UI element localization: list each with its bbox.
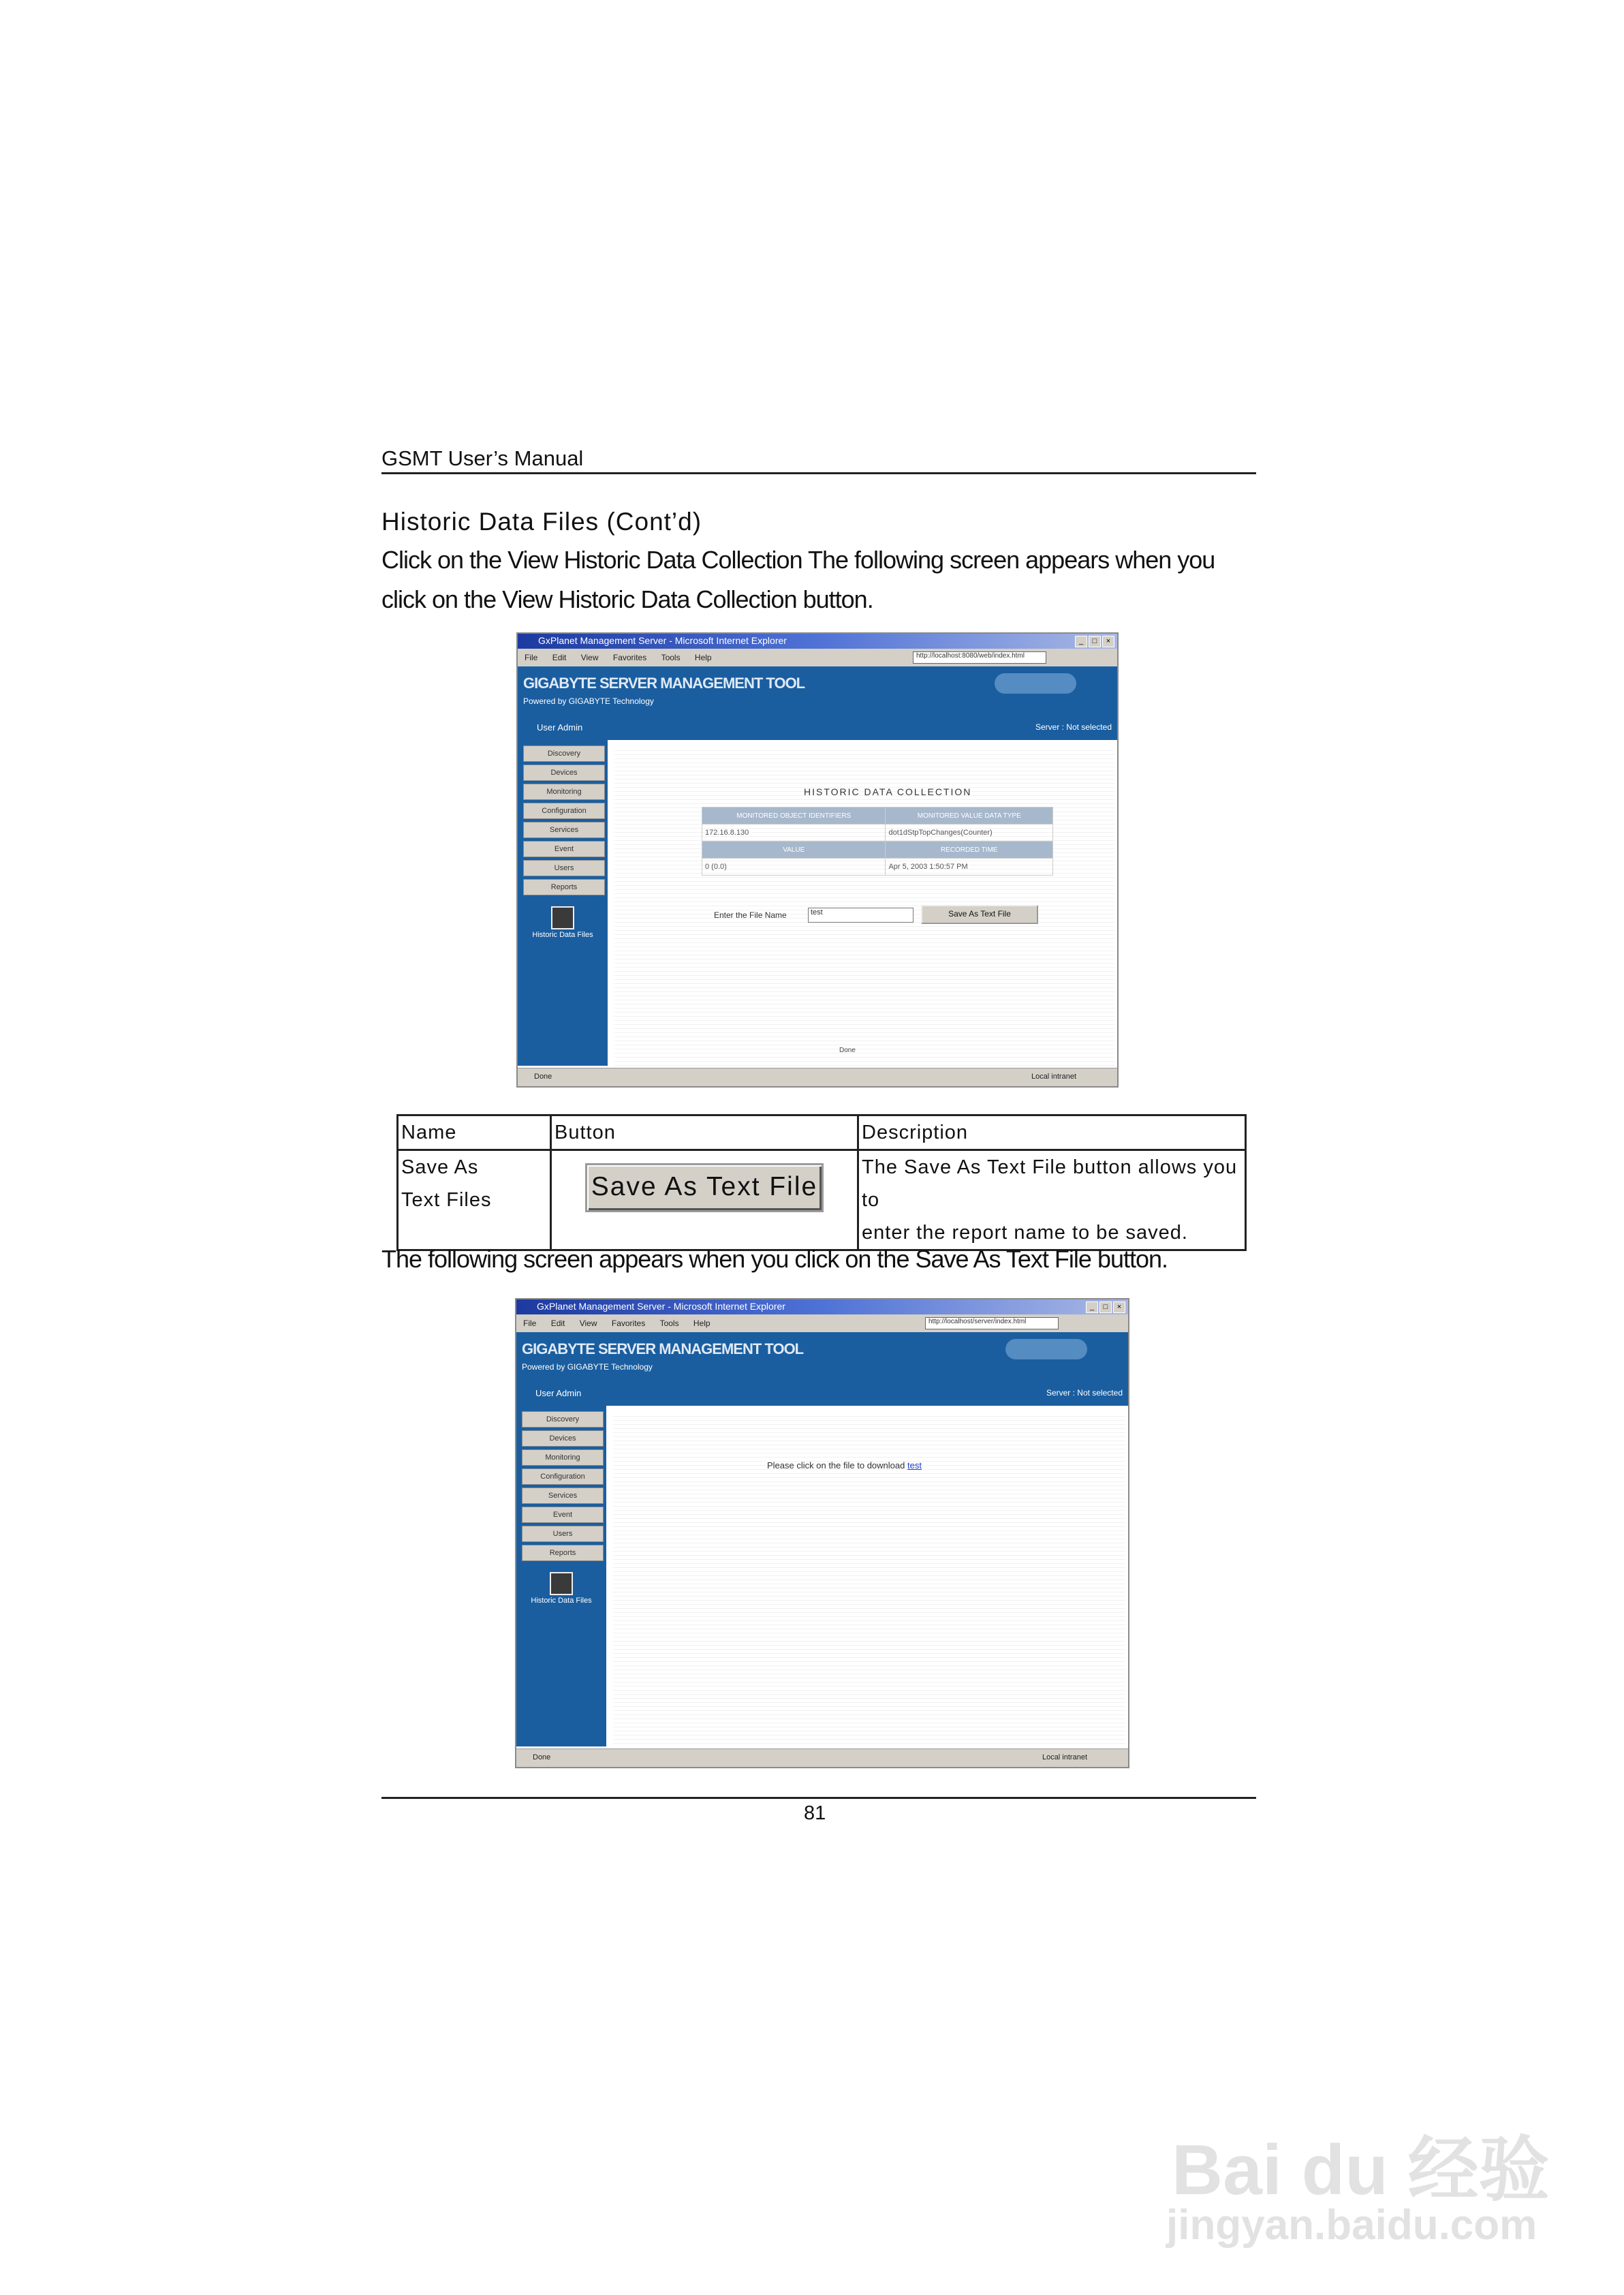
sidebar-item-reports[interactable]: Reports bbox=[523, 879, 605, 895]
sidebar-item-configuration[interactable]: Configuration bbox=[522, 1468, 604, 1485]
header-rule bbox=[381, 472, 1256, 474]
sidebar-item-discovery[interactable]: Discovery bbox=[523, 745, 605, 762]
name-cell bbox=[398, 1150, 551, 1250]
app-banner bbox=[518, 666, 1117, 740]
menu-help[interactable]: Help bbox=[693, 1319, 710, 1328]
sidebar bbox=[516, 1406, 606, 1746]
status-left: Done bbox=[534, 1073, 552, 1081]
menu-edit[interactable]: Edit bbox=[552, 653, 567, 662]
sidebar-item-discovery[interactable]: Discovery bbox=[522, 1411, 604, 1428]
data-table bbox=[702, 807, 1053, 876]
app-banner bbox=[516, 1332, 1128, 1406]
maximize-icon[interactable]: □ bbox=[1089, 636, 1101, 647]
sidebar-item-monitoring[interactable]: Monitoring bbox=[522, 1449, 604, 1466]
menu-tools[interactable]: Tools bbox=[661, 653, 681, 662]
table-cell: 0 (0.0) bbox=[702, 859, 886, 876]
window-title: GxPlanet Management Server - Microsoft Internet Explorer bbox=[537, 1301, 785, 1312]
window-title: GxPlanet Management Server - Microsoft Internet Explorer bbox=[538, 635, 787, 646]
download-message bbox=[767, 1460, 922, 1470]
content-area bbox=[613, 1413, 1125, 1746]
banner-subtitle: Powered by GIGABYTE Technology bbox=[523, 696, 654, 706]
section-title: Historic Data Files (Cont’d) bbox=[381, 508, 702, 536]
menu-favorites[interactable]: Favorites bbox=[611, 1319, 646, 1328]
sidebar bbox=[518, 740, 608, 1066]
download-link[interactable]: test bbox=[907, 1460, 922, 1470]
sidebar-caption: Historic Data Files bbox=[532, 931, 593, 939]
table-cell: 172.16.8.130 bbox=[702, 825, 886, 842]
user-label: User Admin bbox=[535, 1388, 582, 1398]
table-header: VALUE bbox=[702, 842, 886, 859]
description-cell bbox=[858, 1150, 1246, 1250]
address-field[interactable]: http://localhost:8080/web/index.html bbox=[913, 651, 1046, 664]
status-left: Done bbox=[533, 1753, 551, 1761]
banner-title: GIGABYTE SERVER MANAGEMENT TOOL bbox=[523, 675, 805, 692]
menu-file[interactable]: File bbox=[525, 653, 538, 662]
server-status: Server : Not selected bbox=[1035, 722, 1112, 732]
name-line-2: Text Files bbox=[401, 1189, 492, 1211]
menu-view[interactable]: View bbox=[579, 1319, 597, 1328]
gigabyte-logo bbox=[995, 673, 1076, 694]
close-icon[interactable]: × bbox=[1102, 636, 1114, 647]
table-header: RECORDED TIME bbox=[886, 842, 1053, 859]
status-zone: Local intranet bbox=[1031, 1073, 1076, 1081]
download-screenshot bbox=[515, 1298, 1129, 1768]
banner-subtitle: Powered by GIGABYTE Technology bbox=[522, 1362, 653, 1372]
filename-label: Enter the File Name bbox=[714, 910, 787, 920]
button-description-table bbox=[396, 1114, 1247, 1251]
historic-data-screenshot bbox=[516, 632, 1119, 1088]
page-footer-text: Done bbox=[839, 1047, 856, 1054]
baidu-watermark: Bai du 经验 bbox=[1172, 2131, 1550, 2210]
sidebar-item-monitoring[interactable]: Monitoring bbox=[523, 784, 605, 800]
header-button: Button bbox=[551, 1115, 858, 1150]
sidebar-item-devices[interactable]: Devices bbox=[523, 765, 605, 781]
server-status: Server : Not selected bbox=[1046, 1388, 1123, 1398]
menu-edit[interactable]: Edit bbox=[550, 1319, 565, 1328]
window-title-bar bbox=[516, 1299, 1128, 1314]
window-title-bar bbox=[518, 634, 1117, 649]
sidebar-caption: Historic Data Files bbox=[531, 1597, 592, 1605]
footer-rule bbox=[381, 1797, 1256, 1799]
filename-input[interactable]: test bbox=[808, 908, 914, 923]
baidu-watermark-url: jingyan.baidu.com bbox=[1166, 2202, 1537, 2249]
menu-bar bbox=[516, 1314, 1128, 1333]
close-icon[interactable]: × bbox=[1113, 1301, 1125, 1313]
content-area bbox=[614, 747, 1114, 1066]
menu-bar bbox=[518, 649, 1117, 667]
status-bar bbox=[516, 1749, 1128, 1767]
user-label: User Admin bbox=[537, 722, 583, 733]
sidebar-item-users[interactable]: Users bbox=[522, 1526, 604, 1542]
table-cell: dot1dStpTopChanges(Counter) bbox=[886, 825, 1053, 842]
save-as-text-file-button-sample[interactable]: Save As Text File bbox=[585, 1163, 824, 1212]
sidebar-item-services[interactable]: Services bbox=[523, 822, 605, 838]
status-zone: Local intranet bbox=[1042, 1753, 1087, 1761]
button-cell bbox=[551, 1150, 858, 1250]
content-title: HISTORIC DATA COLLECTION bbox=[804, 786, 972, 797]
historic-data-icon[interactable] bbox=[550, 1572, 573, 1595]
sidebar-item-users[interactable]: Users bbox=[523, 860, 605, 876]
header-description: Description bbox=[858, 1115, 1246, 1150]
intro-paragraph: Click on the View Historic Data Collection The following screen appears when you click on the View Historic Data Collection button. bbox=[381, 546, 1215, 613]
desc-line-2: enter the report name to be saved. bbox=[862, 1222, 1188, 1244]
sidebar-item-services[interactable]: Services bbox=[522, 1488, 604, 1504]
menu-view[interactable]: View bbox=[580, 653, 599, 662]
header-name: Name bbox=[398, 1115, 551, 1150]
sidebar-item-reports[interactable]: Reports bbox=[522, 1545, 604, 1561]
menu-favorites[interactable]: Favorites bbox=[612, 653, 647, 662]
address-field[interactable]: http://localhost/server/index.html bbox=[925, 1317, 1059, 1329]
sidebar-item-devices[interactable]: Devices bbox=[522, 1430, 604, 1447]
table-cell: Apr 5, 2003 1:50:57 PM bbox=[886, 859, 1053, 876]
table-header: MONITORED OBJECT IDENTIFIERS bbox=[702, 807, 886, 825]
gigabyte-logo bbox=[1005, 1339, 1087, 1359]
minimize-icon[interactable]: _ bbox=[1075, 636, 1087, 647]
followup-paragraph: The following screen appears when you click on the Save As Text File button. bbox=[381, 1245, 1168, 1273]
page-number: 81 bbox=[804, 1802, 826, 1824]
name-line-1: Save As bbox=[401, 1156, 479, 1178]
historic-data-icon[interactable] bbox=[551, 906, 574, 929]
menu-tools[interactable]: Tools bbox=[659, 1319, 679, 1328]
status-bar bbox=[518, 1068, 1117, 1086]
menu-file[interactable]: File bbox=[523, 1319, 537, 1328]
table-header: MONITORED VALUE DATA TYPE bbox=[886, 807, 1053, 825]
desc-line-1: The Save As Text File button allows you to bbox=[862, 1156, 1238, 1211]
sidebar-item-event[interactable]: Event bbox=[522, 1507, 604, 1523]
save-as-text-file-button[interactable]: Save As Text File bbox=[921, 905, 1038, 924]
sidebar-item-event[interactable]: Event bbox=[523, 841, 605, 857]
minimize-icon[interactable]: _ bbox=[1086, 1301, 1098, 1313]
manual-header: GSMT User’s Manual bbox=[381, 446, 584, 470]
sidebar-item-configuration[interactable]: Configuration bbox=[523, 803, 605, 819]
download-message-text: Please click on the file to download bbox=[767, 1460, 905, 1470]
menu-help[interactable]: Help bbox=[694, 653, 712, 662]
banner-title: GIGABYTE SERVER MANAGEMENT TOOL bbox=[522, 1340, 804, 1357]
maximize-icon[interactable]: □ bbox=[1099, 1301, 1112, 1313]
